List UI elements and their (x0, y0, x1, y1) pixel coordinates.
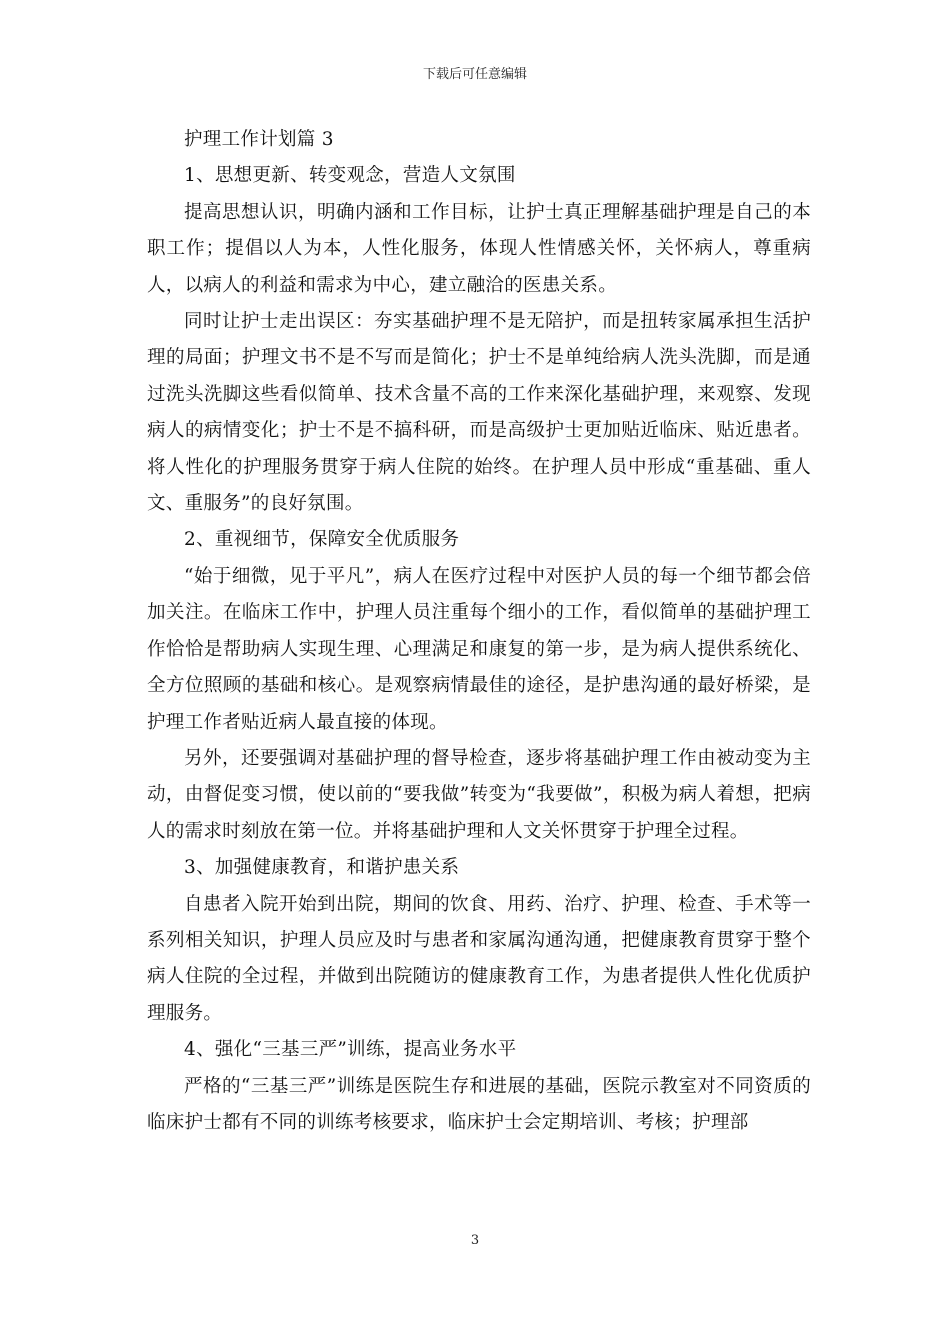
section-heading-1: 1、思想更新、转变观念，营造人文氛围 (184, 165, 516, 187)
document-body (147, 122, 811, 1141)
page-number: 3 (470, 1233, 480, 1248)
paragraph: 自患者入院开始到出院，期间的饮食、用药、治疗、护理、检查、手术等一系列相关知识，护理人员应及时与患者和家属沟通沟通，把健康教育贯穿于整个病人住院的全过程，并做到出院随访的健康教育工作，为患者提供人性化优质护理服务。 (147, 893, 811, 1024)
paragraph: 严格的“三基三严”训练是医院生存和进展的基础，医院示教室对不同资质的临床护士都有不同的训练考核要求，临床护士会定期培训、考核；护理部 (147, 1075, 811, 1133)
paragraph: “始于细微，见于平凡”，病人在医疗过程中对医护人员的每一个细节都会倍加关注。在临床工作中，护理人员注重每个细小的工作，看似简单的基础护理工作恰恰是帮助病人实现生理、心理满足和康复的第一步，是为病人提供系统化、全方位照顾的基础和核心。是观察病情最佳的途径，是护患沟通的最好桥梁，是护理工作者贴近病人最直接的体现。 (147, 565, 811, 733)
document-title: 护理工作计划篇 3 (184, 129, 334, 150)
paragraph: 提高思想认识，明确内涵和工作目标，让护士真正理解基础护理是自己的本职工作；提倡以人为本，人性化服务，体现人性情感关怀，关怀病人，尊重病人，以病人的利益和需求为中心，建立融洽的医患关系。 (147, 201, 811, 296)
paragraph: 另外，还要强调对基础护理的督导检查，逐步将基础护理工作由被动变为主动，由督促变习惯，使以前的“要我做”转变为“我要做”，积极为病人着想，把病人的需求时刻放在第一位。并将基础护理和人文关怀贯穿于护理全过程。 (147, 747, 811, 842)
section-heading-2: 2、重视细节，保障安全优质服务 (184, 529, 460, 551)
page-header: 下载后可任意编辑 (422, 67, 527, 82)
section-heading-3: 3、加强健康教育，和谐护患关系 (184, 857, 460, 879)
section-heading-4: 4、强化“三基三严”训练，提高业务水平 (184, 1039, 517, 1061)
paragraph: 同时让护士走出误区：夯实基础护理不是无陪护，而是扭转家属承担生活护理的局面；护理文书不是不写而是简化；护士不是单纯给病人洗头洗脚，而是通过洗头洗脚这些看似简单、技术含量不高的工作来深化基础护理，来观察、发现病人的病情变化；护士不是不搞科研，而是高级护士更加贴近临床、贴近患者。将人性化的护理服务贯穿于病人住院的始终。在护理人员中形成“重基础、重人文、重服务”的良好氛围。 (147, 311, 811, 515)
